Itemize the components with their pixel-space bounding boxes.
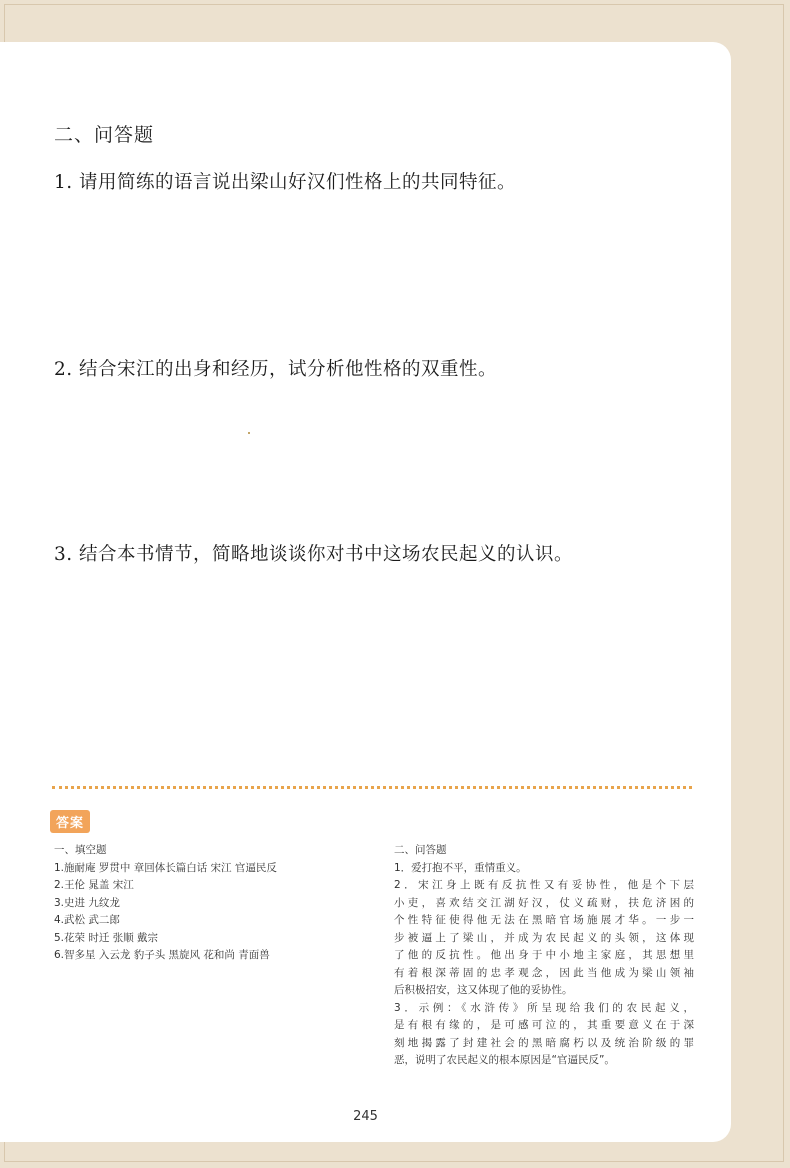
question-2: 2. 结合宋江的出身和经历，试分析他性格的双重性。 [54, 359, 498, 380]
answer-line: 小吏，喜欢结交江湖好汉，仗义疏财，扶危济困的 [394, 896, 694, 909]
dotted-divider [52, 786, 692, 789]
answer-line: 1．爱打抱不平，重情重义。 [394, 861, 527, 874]
answer-line: 1.施耐庵 罗贯中 章回体长篇白话 宋江 官逼民反 [54, 861, 277, 874]
answers-fill-in [54, 842, 374, 965]
answer-line: 2.王伦 晁盖 宋江 [54, 879, 134, 891]
answer-line: 了他的反抗性。他出身于中小地主家庭，其思想里 [394, 949, 694, 961]
answer-line: 2．宋江身上既有反抗性又有妥协性，他是个下层 [394, 879, 694, 891]
answers-right-heading: 二、问答题 [394, 844, 447, 856]
page-number: 245 [353, 1109, 378, 1124]
answer-line: 是有根有缘的，是可感可泣的，其重要意义在于深 [394, 1019, 694, 1031]
answer-line: 刻地揭露了封建社会的黑暗腐朽以及统治阶级的罪 [394, 1036, 694, 1049]
answers-left-heading: 一、填空题 [54, 844, 107, 856]
question-1: 1. 请用简练的语言说出梁山好汉们性格上的共同特征。 [54, 172, 517, 193]
answer-badge: 答案 [50, 810, 90, 833]
answer-line: 4.武松 武二郎 [54, 914, 120, 926]
question-3: 3. 结合本书情节，简略地谈谈你对书中这场农民起义的认识。 [54, 544, 574, 565]
section-title: 二、问答题 [54, 124, 155, 146]
answer-line: 步被逼上了梁山，并成为农民起义的头领，这体现 [394, 931, 694, 944]
answer-line: 6.智多星 入云龙 豹子头 黑旋风 花和尚 青面兽 [54, 949, 270, 961]
answer-line: 3．示例：《水浒传》所呈现给我们的农民起义， [394, 1001, 694, 1014]
answer-line: 恶，说明了农民起义的根本原因是“官逼民反”。 [394, 1054, 615, 1066]
answers-short-answer [394, 842, 694, 1070]
answer-line: 后积极招安，这又体现了他的妥协性。 [394, 984, 573, 996]
speck [248, 432, 250, 434]
answer-line: 个性特征使得他无法在黑暗官场施展才华。一步一 [394, 914, 694, 926]
answer-line: 3.史进 九纹龙 [54, 896, 120, 909]
answer-line: 5.花荣 时迁 张顺 戴宗 [54, 931, 159, 944]
answer-line: 有着根深蒂固的忠孝观念，因此当他成为梁山领袖 [394, 966, 694, 979]
